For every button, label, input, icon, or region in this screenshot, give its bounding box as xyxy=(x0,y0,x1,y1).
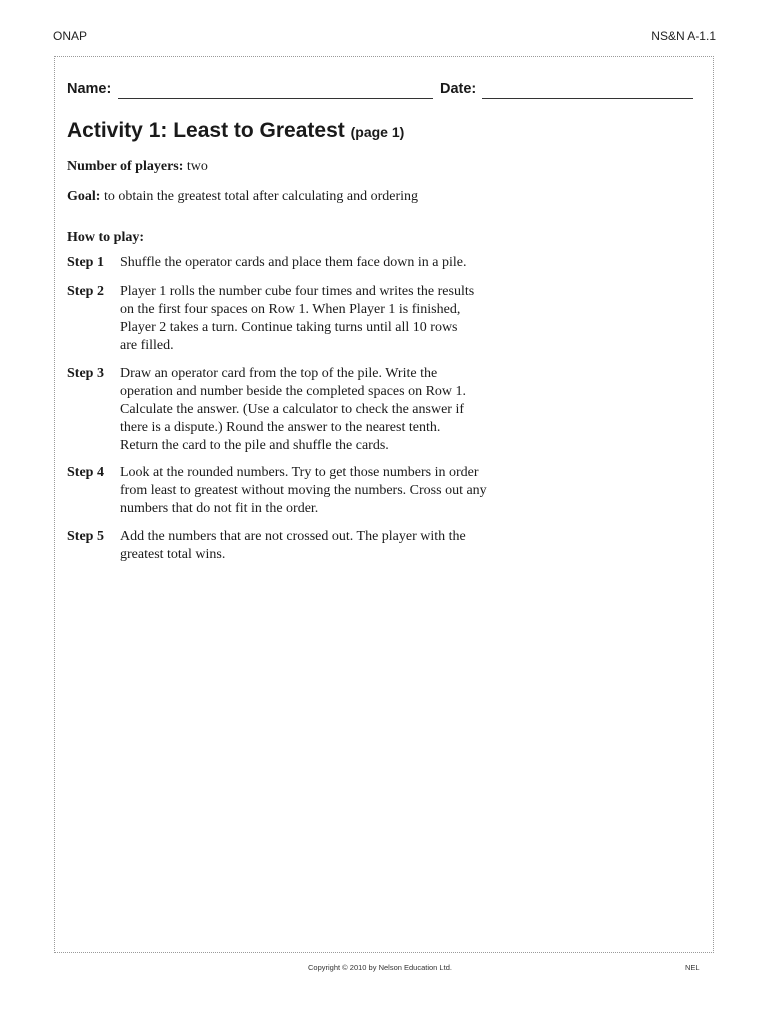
step-label: Step 4 xyxy=(67,465,104,480)
players-label: Number of players: xyxy=(67,159,184,174)
name-line[interactable] xyxy=(118,98,433,99)
step-text: Shuffle the operator cards and place them face down in a pile. xyxy=(120,255,467,270)
goal-label: Goal: xyxy=(67,189,101,204)
name-label: Name: xyxy=(67,81,112,97)
step-text: Draw an operator card from the top of the pile. Write the operation and number beside the completed spaces on Row 1. Calculate the answer. (Use a calculator to check the answer if there is a dispute.) Round the answer to the nearest tenth. Return the card to the pile and shuffle the cards. xyxy=(120,366,467,453)
step-text: Add the numbers that are not crossed out. The player with the greatest total wins. xyxy=(120,529,466,562)
goal-value: to obtain the greatest total after calculating and ordering xyxy=(103,189,419,204)
step-label: Step 5 xyxy=(67,529,104,544)
name-date-row xyxy=(67,81,697,103)
date-label: Date: xyxy=(440,81,477,97)
step-label: Step 2 xyxy=(67,284,104,299)
activity-title-main: Activity 1: Least to Greatest xyxy=(67,119,345,142)
goal-line xyxy=(67,188,418,206)
activity-title xyxy=(67,119,404,143)
header-code: NS&N A-1.1 xyxy=(651,29,716,43)
how-to-play-heading: How to play: xyxy=(67,230,144,245)
step-text: Player 1 rolls the number cube four times and writes the results on the first four spaces on Row 1. When Player 1 is finished, Player 2 takes a turn. Continue taking turns until all 10 rows are filled. xyxy=(120,284,475,353)
activity-title-page: (page 1) xyxy=(350,124,405,140)
date-line[interactable] xyxy=(482,98,693,99)
publisher-footer: NEL xyxy=(685,963,700,972)
header-onap: ONAP xyxy=(53,29,88,43)
players-value: two xyxy=(186,159,208,174)
step-text: Look at the rounded numbers. Try to get those numbers in order from least to greatest without moving the numbers. Cross out any numbers that do not fit in the order. xyxy=(120,465,487,516)
step-label: Step 3 xyxy=(67,366,104,381)
copyright-footer: Copyright © 2010 by Nelson Education Ltd. xyxy=(308,963,452,972)
players-line xyxy=(67,158,208,176)
step-label: Step 1 xyxy=(67,255,104,270)
